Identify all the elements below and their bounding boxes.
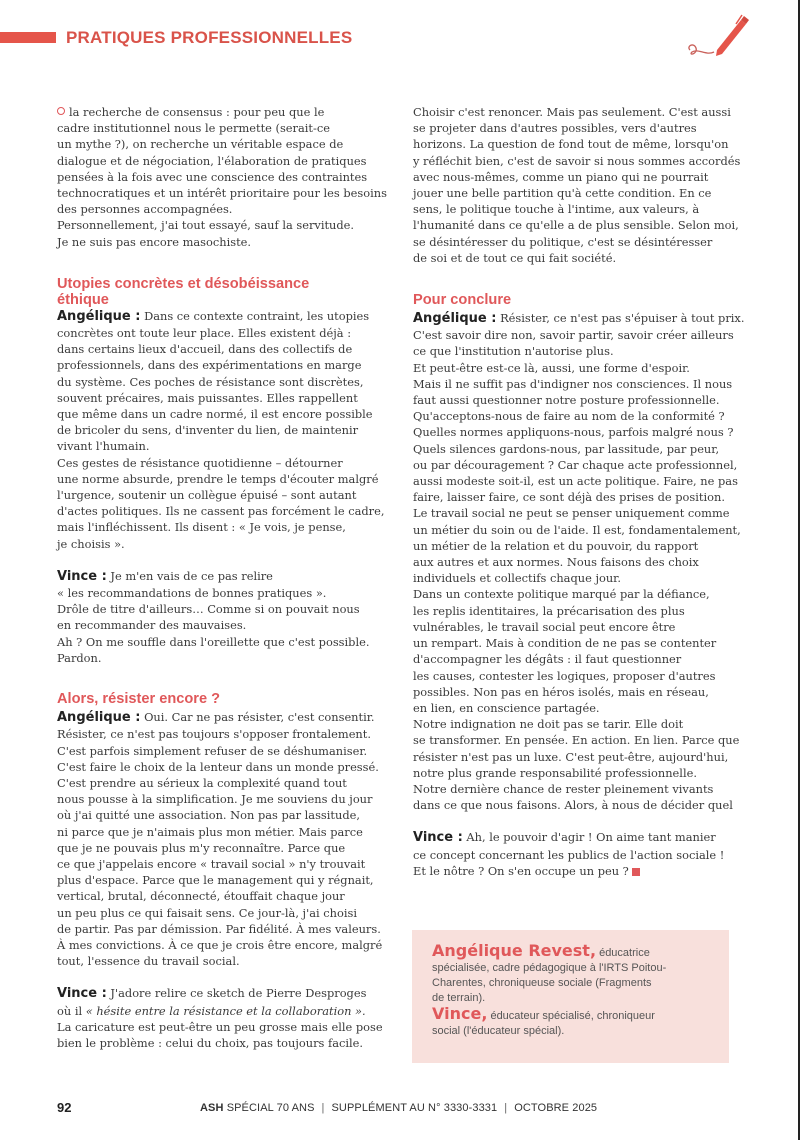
vince-paragraph-3: Vince : Ah, le pouvoir d'agir ! On aime tant manier ce concept concernant les publics de l'action sociale ! Et le nôtre ? On s'en occupe un peu ?	[413, 830, 725, 878]
right-column	[413, 104, 763, 879]
footer-publication-info: ASH SPÉCIAL 70 ANS | SUPPLÉMENT AU N° 3330-3331 | OCTOBRE 2025	[200, 1102, 598, 1114]
speaker-label: Angélique :	[57, 308, 141, 324]
speaker-label: Vince :	[57, 568, 107, 584]
footer-date: OCTOBRE 2025	[514, 1102, 598, 1114]
section-accent-bar	[0, 32, 56, 43]
intro-paragraph: la recherche de consensus : pour peu que le cadre institutionnel nous le permette (serait-ce un mythe ?), on recherche un véritable espace de dialogue et de négociation, l'élaboration de pratiques pensées à la fois avec une conscience des contraintes technocratiques et un intérêt prioritaire pour les besoins des personnes accompagnées. Personnellement, j'ai tout essayé, sauf la servitude. Je ne suis pas encore masochiste.	[57, 105, 387, 249]
section-heading-resister: Alors, résister encore ?	[57, 691, 221, 708]
speaker-label: Vince :	[57, 986, 107, 1002]
vince-paragraph-2: Vince : J'adore relire ce sketch de Pierre Desproges où il « hésite entre la résistance et la collaboration ». La caricature est peut-être un peu grosse mais elle pose bien le problème : celui du choix, pas toujours facile.	[57, 986, 383, 1050]
pen-icon	[684, 12, 754, 60]
page-number: 92	[57, 1100, 72, 1115]
footer-brand: ASH	[200, 1102, 224, 1114]
section-heading-utopies: Utopies concrètes et désobéissance éthique	[57, 275, 310, 308]
vince-paragraph-1: Vince : Je m'en vais de ce pas relire « les recommandations de bonnes pratiques ». Drôle de titre d'ailleurs… Comme si on pouvait nous en recommander des mauvaises. Ah ? On me souffle dans l'oreillette que c'est possible. Pardon.	[57, 568, 370, 665]
intro-paragraph-right: Choisir c'est renoncer. Mais pas seulement. C'est aussi se projeter dans d'autres possibles, vers d'autres horizons. La question de fond tout de même, lorsqu'on y réfléchit bien, c'est de savoir si nous sommes accordés avec nous-mêmes, comme un piano qui ne pourrait jouer une belle partition qu'à cette condition. En ce sens, le politique touche à l'intime, aux valeurs, à l'humanité dans ce qu'elle a de plus sensible. Selon moi, se désintéresser du politique, c'est se désintéresser de soi et de tout ce qui fait société.	[413, 105, 741, 265]
section-heading-conclure: Pour conclure	[413, 292, 512, 309]
speaker-label: Vince :	[413, 830, 463, 846]
footer-edition: SPÉCIAL 70 ANS	[226, 1102, 315, 1114]
angelique-paragraph-3: Angélique : Résister, ce n'est pas s'épuiser à tout prix. C'est savoir dire non, savoir partir, savoir créer ailleurs ce que l'institution n'autorise plus. Et peut-être est-ce là, aussi, une forme d'espoir. Mais il ne suffit pas d'indigner nos consciences. Il nous faut aussi questionner notre posture professionnelle. Qu'acceptons-nous de faire au nom de la conformité ? Quelles normes appliquons-nous, parfois malgré nous ? Quels silences gardons-nous, par lassitude, par peur, ou par découragement ? Car chaque acte professionnel, aussi modeste soit-il, est un acte politique. Faire, ne pas faire, laisser faire, ce sont déjà des prises de position. Le travail social ne peut se penser uniquement comme un métier du soin ou de l'aide. Il est, fondamentalement, un métier de la relation et du pouvoir, du rapport aux autres et aux normes. Nous faisons des choix individuels et collectifs chaque jour. Dans un contexte politique marqué par la défiance, les replis identitaires, la précarisation des plus vulnérables, le travail social peut encore être un rempart. Mais à condition de ne pas se contenter d'accompagner les dégâts : il faut questionner les causes, contester les logiques, proposer d'autres possibles. Non pas en héros isolés, mais en réseau, en lien, en conscience partagée. Notre indignation ne doit pas se tarir. Elle doit se transformer. En pensée. En action. En lien. Parce que résister n'est pas un luxe. C'est peut-être, aujourd'hui, notre plus grande responsabilité professionnelle. Notre dernière chance de rester pleinement vivants dans ce que nous faisons. Alors, à nous de décider quel	[413, 311, 745, 813]
speaker-label: Angélique :	[57, 710, 141, 726]
footer-supplement: SUPPLÉMENT AU N° 3330-3331	[331, 1102, 498, 1114]
left-column	[57, 104, 402, 1051]
author-name: Vince,	[432, 1004, 488, 1023]
author-bio-vince: Vince, éducateur spécialisé, chroniqueur social (l'éducateur spécial).	[432, 1004, 655, 1037]
author-name: Angélique Revest,	[432, 941, 597, 960]
author-bio-angelique: Angélique Revest, éducatrice spécialisée, cadre pédagogique à l'IRTS Poitou- Charentes, chroniqueuse sociale (Fragments de terrain).	[432, 941, 667, 1004]
author-bio-box	[412, 930, 729, 1063]
bullet-icon	[57, 107, 65, 115]
end-of-article-square-icon	[632, 868, 640, 876]
section-title: PRATIQUES PROFESSIONNELLES	[66, 28, 353, 47]
angelique-paragraph-1: Angélique : Dans ce contexte contraint, les utopies concrètes ont toute leur place. Elles existent déjà : dans certains lieux d'accueil, dans des collectifs de professionnels, dans des expérimentations en marge du système. Ces poches de résistance sont discrètes, souvent précaires, mais puissantes. Elles rappellent que même dans un cadre normé, il est encore possible de bricoler du sens, d'inventer du lien, de maintenir vivant l'humain. Ces gestes de résistance quotidienne – détourner une norme absurde, prendre le temps d'écouter malgré l'urgence, soutenir un collègue épuisé – sont autant d'actes politiques. Ils ne cassent pas forcément le cadre, mais l'infléchissent. Ils disent : « Je vois, je pense, je choisis ».	[57, 308, 385, 551]
angelique-paragraph-2: Angélique : Oui. Car ne pas résister, c'est consentir. Résister, ce n'est pas toujours s'opposer frontalement. C'est parfois simplement refuser de se déshumaniser. C'est faire le choix de la lenteur dans un monde pressé. C'est prendre au sérieux la complexité quand tout nous pousse à la simplification. Je me souviens du jour où j'ai quitté une association. Non pas par lassitude, ni parce que je n'aimais plus mon métier. Mais parce que je ne pouvais plus m'y reconnaître. Parce que ce que j'appelais encore « travail social » n'y trouvait plus d'espace. Parce que le management qui y régnait, vertical, brutal, déconnecté, étouffait chaque jour un peu plus ce qui faisait sens. Ce jour-là, j'ai choisi de partir. Pas par démission. Par fidélité. À mes valeurs. À mes convictions. À ce que je crois être encore, malgré tout, l'essence du travail social.	[57, 710, 383, 969]
speaker-label: Angélique :	[413, 311, 497, 327]
